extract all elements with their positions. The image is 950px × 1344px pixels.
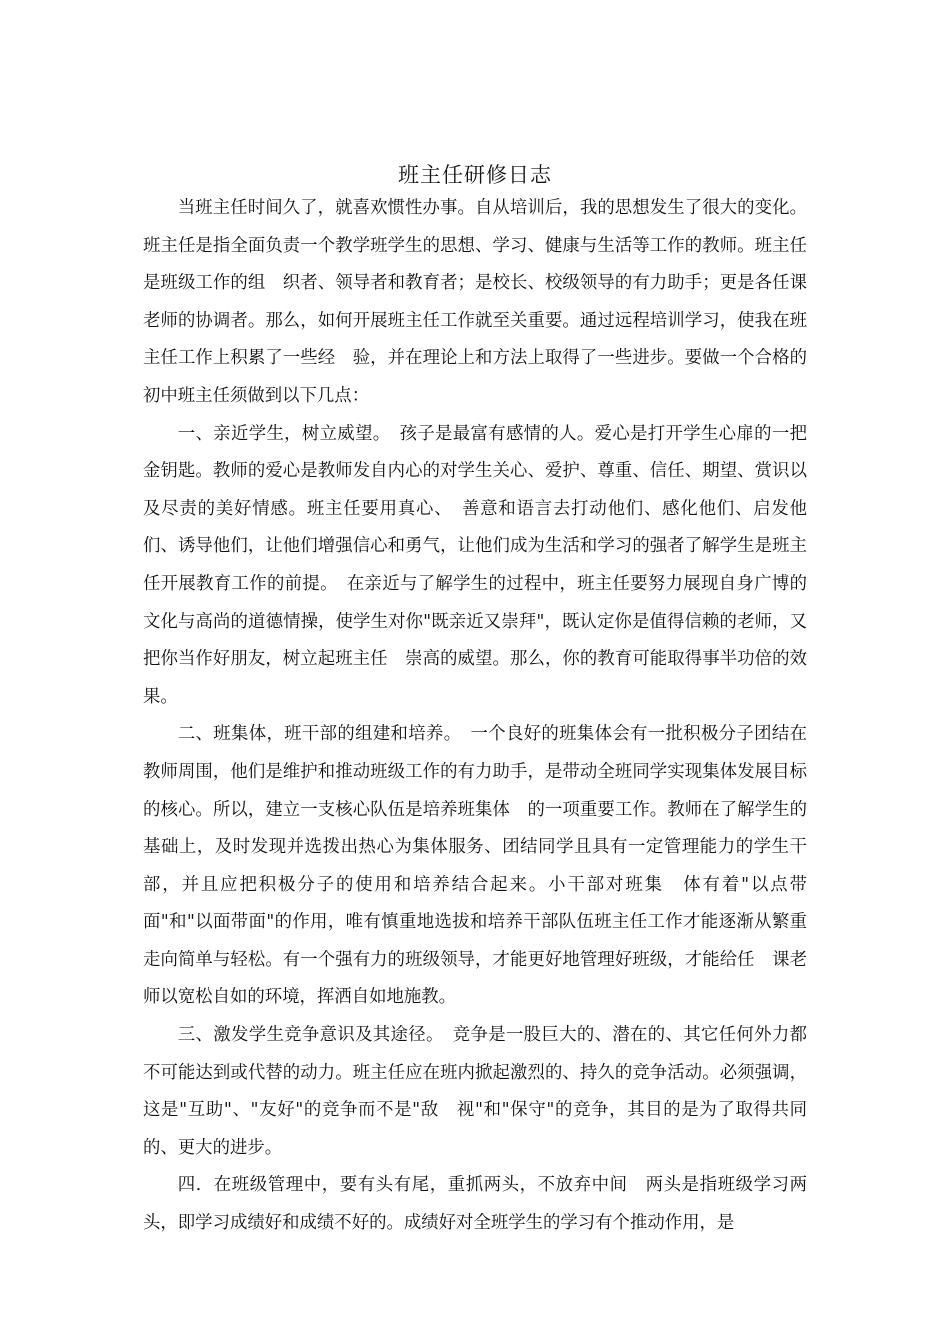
paragraph-intro: 当班主任时间久了，就喜欢惯性办事。自从培训后，我的思想发生了很大的变化。班主任是指全面负责一个教学班学生的思想、学习、健康与生活等工作的教师。班主任是班级工作的组 织者、领导者和教育者；是校长、校级领导的有力助手；更是各任课老师的协调者。那么，如何开展班主任工作就至关重要。通过远程培训学习，使我在班主任工作上积累了一些经 验，并在理论上和方法上取得了一些进步。要做一个合格的初中班主任须做到以下几点： xyxy=(143,198,807,406)
page-title: 班主任研修日志 xyxy=(398,163,552,188)
paragraph-section-3: 三、激发学生竞争意识及其途径。 竞争是一股巨大的、潜在的、其它任何外力都不可能达到或代替的动力。班主任应在班内掀起激烈的、持久的竞争活动。必须强调，这是"互助"、"友好"的竞争而不是"敌 视"和"保守"的竞争，其目的是为了取得共同的、更大的进步。 xyxy=(143,1025,807,1158)
document-body xyxy=(143,190,807,1243)
paragraph-section-1: 一、亲近学生，树立威望。 孩子是最富有感情的人。爱心是打开学生心扉的一把金钥匙。教师的爱心是教师发自内心的对学生关心、爱护、尊重、信任、期望、赏识以及尽责的美好情感。班主任要用真心、 善意和语言去打动他们、感化他们、启发他们、诱导他们，让他们增强信心和勇气，让他们成为生活和学习的强者了解学生是班主任开展教育工作的前提。 在亲近与了解学生的过程中，班主任要努力展现自身广博的文化与高尚的道德情操，使学生对你"既亲近又崇拜"，既认定你是值得信赖的老师，又把你当作好朋友，树立起班主任 崇高的威望。那么，你的教育可能取得事半功倍的效果。 xyxy=(143,423,807,707)
paragraph-section-2: 二、班集体，班干部的组建和培养。 一个良好的班集体会有一批积极分子团结在教师周围，他们是维护和推动班级工作的有力助手，是带动全班同学实现集体发展目标的核心。所以，建立一支核心队伍是培养班集体 的一项重要工作。教师在了解学生的基础上，及时发现并选拨出热心为集体服务、团结同学且具有一定管理能力的学生干部，并且应把积极分子的使用和培养结合起来。小干部对班集 体有着"以点带面"和"以面带面"的作用，唯有慎重地选拔和培养干部队伍班主任工作才能逐渐从繁重走向简单与轻松。有一个强有力的班级领导，才能更好地管理好班级，才能给任 课老师以宽松自如的环境，挥洒自如地施教。 xyxy=(143,724,807,1008)
paragraph-section-4: 四．在班级管理中，要有头有尾，重抓两头，不放弃中间 两头是指班级学习两头，即学习成绩好和成绩不好的。成绩好对全班学生的学习有个推动作用，是 xyxy=(143,1175,807,1234)
